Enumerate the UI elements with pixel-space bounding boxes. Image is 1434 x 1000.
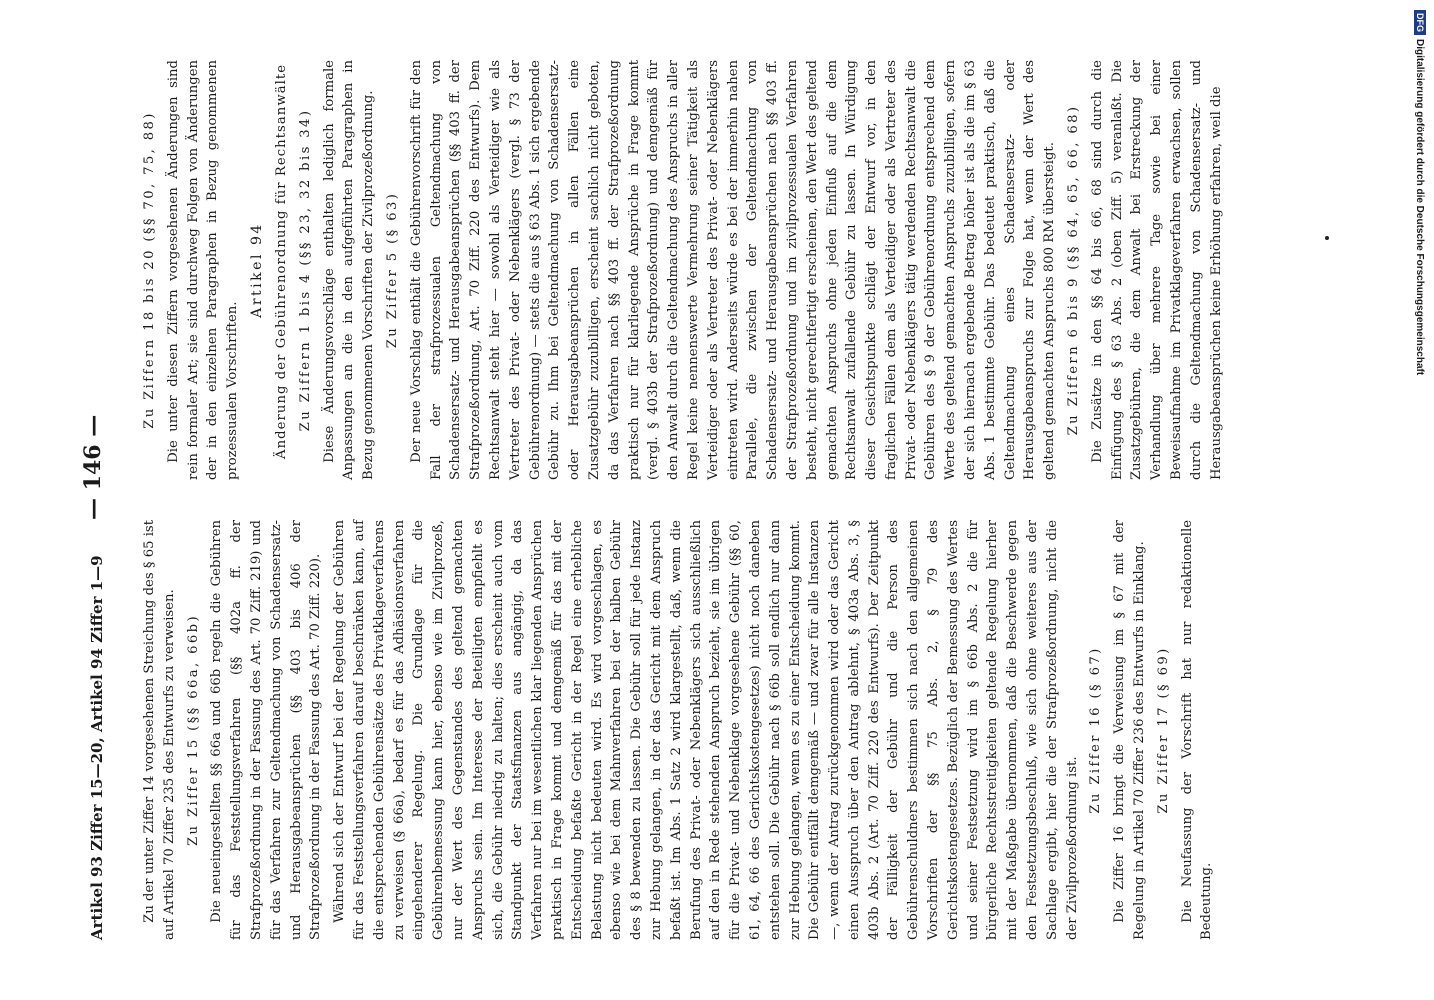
- credit-line: [1408, 10, 1432, 390]
- page-header: [80, 60, 120, 940]
- section-heading: Zu Ziffer 16 (§ 67): [1088, 646, 1104, 814]
- section-heading: Zu Ziffer 15 (§§ 66a, 66b): [185, 614, 201, 846]
- paragraph: Der neue Vorschlag enthält die Gebührenvorschrift für den Fall der strafprozessualen Geltendmachung von Schadensersatz- und Herausgabeansprüchen (§§ 403 ff. der Strafprozeßordnung, Art. 70 Ziff. 220 des Entwurfs). Dem Rechtsanwalt steht hier — sowohl als Verteidiger wie als Vertreter des Privat- oder Nebenklägers (vergl. § 73 der Gebührenordnung) — stets die aus § 63 Abs. 1 sich ergebende Gebühr zu. Ihm bei Geltendmachung von Schadensersatz- oder Herausgabeansprüchen in allen Fällen eine Zusatzgebühr zuzubilligen, erscheint sachlich nicht geboten, da das Verfahren nach §§ 403 ff. der Strafprozeßordnung praktisch nur für klarliegende Ansprüche in Frage kommt (vergl. § 403b der Strafprozeßordnung) und demgemäß für den Anwalt durch die Geltendmachung des Anspruchs in aller Regel keine nennenswerte Vermehrung seiner Tätigkeit als Verteidiger oder als Vertreter des Privat- oder Nebenklägers eintreten wird. Anderseits würde es bei der immerhin nahen Parallele, die zwischen der Geltendmachung von Schadensersatz- und Herausgabeansprüchen nach §§ 403 ff. der Strafprozeßordnung und im zivilprozessualen Verfahren besteht, nicht gerechtfertigt erscheinen, den Wert des geltend gemachten Anspruchs ohne jeden Einfluß auf die dem Rechtsanwalt zufallende Gebühr zu lassen. In Würdigung dieser Gesichtspunkte schlägt der Entwurf vor, in den fraglichen Fällen dem als Verteidiger oder als Vertreter des Privat- oder Nebenklägers tätig werdenden Rechtsanwalt die Gebühren des § 9 der Gebührenordnung entsprechend dem Werte des geltend gemachten Anspruchs zuzubilligen, sofern der sich hiernach ergebende Betrag höher ist als die im § 63 Abs. 1 bestimmte Gebühr. Das bedeutet praktisch, daß die Geltendmachung eines Schadensersatz- oder Herausgabeanspruchs zur Folge hat, wenn der Wert des geltend gemachten Anspruchs 800 RM übersteigt.: [408, 60, 1058, 480]
- sidebar-credit: [1408, 10, 1432, 390]
- section-heading: Zu Ziffer 17 (§ 69): [1155, 646, 1171, 814]
- article-heading: Artikel 94: [248, 222, 265, 318]
- paragraph: Die neueingestellten §§ 66a und 66b regeln die Gebühren für das Feststellungsverfahren (§§ 402a ff. der Strafprozeßordnung in der Fassung des Art. 70 Ziff. 219) und für das Verfahren zur Geltendmachung von Schadensersatz- und Herausgabeansprüchen (§§ 403 bis 406 der Strafprozeßordnung in der Fassung des Art. 70 Ziff. 220).: [209, 520, 324, 940]
- section-heading: Zu Ziffer 5 (§ 63): [384, 191, 400, 349]
- paragraph: Diese Änderungsvorschläge enthalten lediglich formale Anpassungen an die in den aufgeführten Paragraphen in Bezug genommenen Vorschriften der Zivilprozeßordnung.: [321, 60, 377, 480]
- right-column: [140, 60, 1230, 480]
- article-subheading: Änderung der Gebührenordnung für Rechtsanwälte: [273, 63, 289, 459]
- credit-text: Digitalisierung gefördert durch die Deutsche Forschungsgemeinschaft: [1414, 39, 1426, 376]
- paragraph: Zu der unter Ziffer 14 vorgesehenen Streichung des § 65 ist auf Artikel 70 Ziffer 235 des Entwurfs zu verweisen.: [142, 520, 177, 940]
- paragraph: Die Zusätze in den §§ 64 bis 66, 68 sind durch die Einfügung des § 63 Abs. 2 (oben Ziff. 5) veranlaßt. Die Zusatzgebühren, die dem Anwalt bei Erstreckung der Verhandlung über mehrere Tage sowie bei einer Beweisaufnahme im Privatklageverfahren erwachsen, sollen durch die Geltendmachung von Schadensersatz- und Herausgabeansprüchen keine Erhöhung erfahren, weil die: [1089, 60, 1224, 480]
- section-heading: Zu Ziffern 18 bis 20 (§§ 70, 75, 88): [142, 111, 157, 429]
- left-column: [140, 520, 1221, 940]
- paragraph: Die unter diesen Ziffern vorgesehenen Änderungen sind rein formaler Art; sie sind durchweg Folgen von Änderungen der in den einzelnen Paragraphen in Bezug genommenen prozessualen Vorschriften.: [165, 60, 241, 480]
- dfg-logo-icon: DFG: [1414, 10, 1426, 35]
- paragraph: Die Neufassung der Vorschrift hat nur redaktionelle Bedeutung.: [1179, 520, 1215, 940]
- running-head: Artikel 93 Ziffer 15—20, Artikel 94 Ziffer 1—9: [88, 555, 106, 940]
- paragraph: Während sich der Entwurf bei der Regelung der Gebühren für das Feststellungsverfahren darauf beschränken kann, auf die entsprechenden Gebührensätze des Privatklageverfahrens zu verweisen (§ 66a), bedarf es für das Adhäsionsverfahren eingehenderer Regelung. Die Grundlage für die Gebührenbemessung kann hier, ebenso wie im Zivilprozeß, nur der Wert des Gegenstandes des geltend gemachten Anspruchs sein. Im Interesse der Beteiligten empfiehlt es sich, die Gebühr niedrig zu halten; dies erscheint auch vom Standpunkt der Staatsfinanzen aus angängig, da das Verfahren nur bei im wesentlichen klar liegenden Ansprüchen praktisch in Frage kommt und demgemäß für das mit der Entscheidung befaßte Gericht in der Regel eine erhebliche Belastung nicht bedeuten wird. Es wird vorgeschlagen, es ebenso wie bei dem Mahnverfahren bei der halben Gebühr des § 8 bewenden zu lassen. Die Gebühr soll für jede Instanz zur Hebung gelangen, in der das Gericht mit dem Anspruch befaßt ist. Im Abs. 1 Satz 2 wird klargestellt, daß, wenn die Berufung des Privat- oder Nebenklägers sich ausschließlich auf den in Rede stehenden Anspruch bezieht, sie im übrigen für die Privat- und Nebenklage vorgesehene Gebühr (§§ 60, 61, 64, 66 des Gerichtskostengesetzes) nicht noch daneben entstehen soll. Die Gebühr nach § 66b soll endlich nur dann zur Hebung gelangen, wenn es zu einer Entscheidung kommt. Die Gebühr entfällt demgemäß — und zwar für alle Instanzen —, wenn der Antrag zurückgenommen wird oder das Gericht einen Ausspruch über den Antrag ablehnt, § 403a Abs. 3, § 403b Abs. 2 (Art. 70 Ziff. 220 des Entwurfs). Der Zeitpunkt der Fälligkeit der Gebühr und die Person des Gebührenschuldners bestimmen sich nach den allgemeinen Vorschriften der §§ 75 Abs. 2, § 79 des Gerichtskostengesetzes. Bezüglich der Bemessung des Wertes und seiner Festsetzung wird im § 66b Abs. 2 die für bürgerliche Rechtsstreitigkeiten geltende Regelung hierher mit der Maßgabe übernommen, daß die Beschwerde gegen den Festsetzungsbeschluß, wie sich ohne weiteres aus der Sachlage ergibt, hier die der Strafprozeßordnung, nicht die der Zivilprozeßordnung ist.: [332, 520, 1080, 940]
- page-number: — 146 —: [80, 414, 106, 520]
- ink-spot: [1325, 236, 1329, 240]
- section-heading: Zu Ziffern 6 bis 9 (§§ 64, 65, 66, 68): [1066, 104, 1082, 436]
- section-heading: Zu Ziffern 1 bis 4 (§§ 23, 32 bis 34): [297, 108, 313, 432]
- paragraph: Die Ziffer 16 bringt die Verweisung im § 67 mit der Regelung in Artikel 70 Ziffer 236 des Entwurfs in Einklang.: [1112, 520, 1148, 940]
- document-page: [40, 40, 1380, 960]
